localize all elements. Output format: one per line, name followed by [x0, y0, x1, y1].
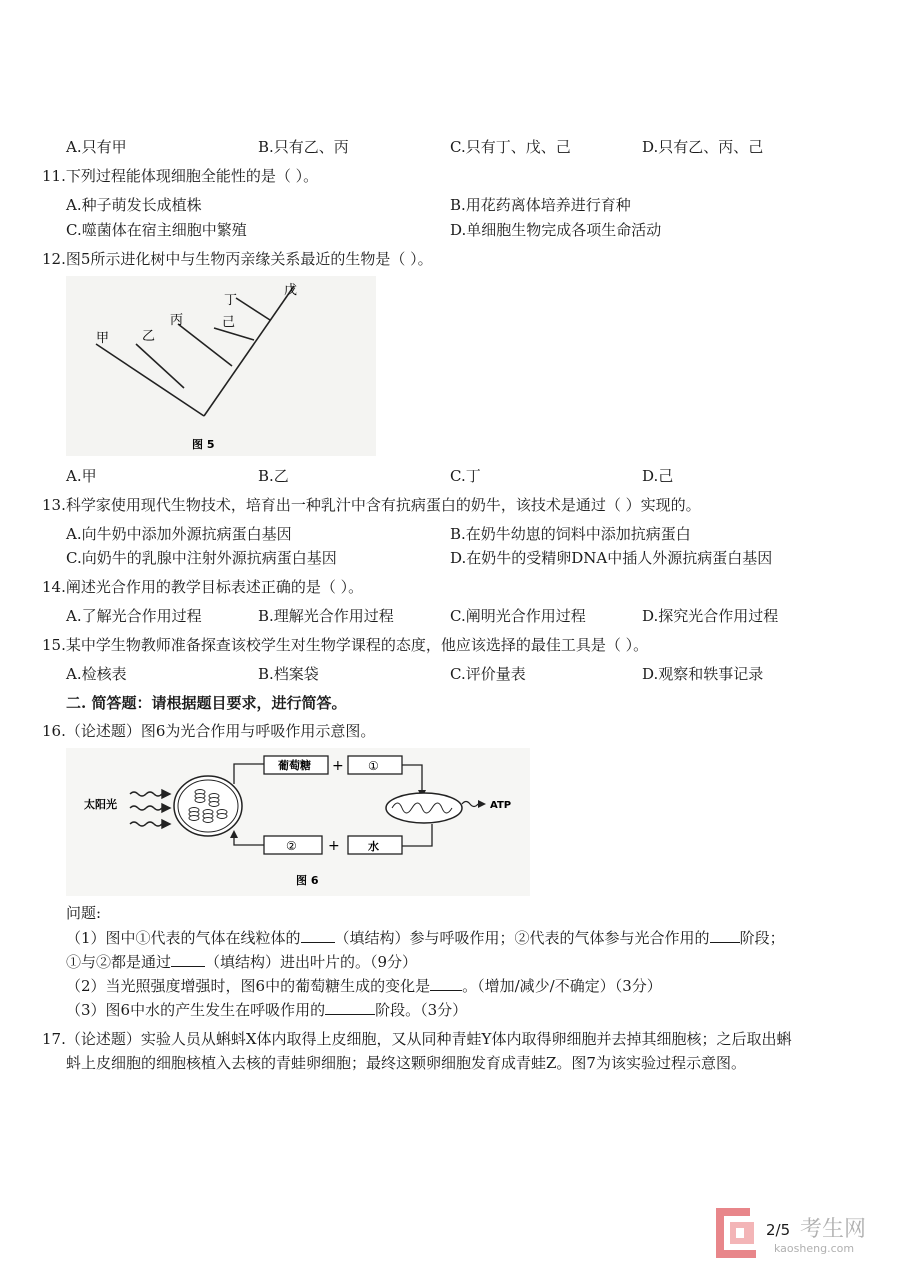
q16-stem: 16.（论述题）图6为光合作用与呼吸作用示意图。	[42, 722, 376, 740]
box-1-label: ①	[368, 759, 379, 773]
q10-option-d: D.只有乙、丙、己	[642, 138, 764, 156]
q14-stem: 14.阐述光合作用的教学目标表述正确的是（ ）。	[42, 578, 364, 596]
q16-p3-blank	[325, 1000, 375, 1015]
q15-option-c: C.评价量表	[450, 665, 526, 683]
figure-6-photosynthesis-respiration	[66, 748, 530, 896]
q17-line-1: 17.（论述题）实验人员从蝌蚪X体内取得上皮细胞，又从同种青蛙Y体内取得卵细胞并去掉其细胞核；之后取出蝌	[42, 1030, 792, 1048]
sunlight-label: 太阳光	[84, 798, 117, 811]
q15-option-a: A.检核表	[66, 665, 127, 683]
tree-label-ji: 己	[222, 315, 236, 330]
q16-p3-text-b: 阶段。（3分）	[375, 1001, 468, 1019]
figure-5-evolution-tree	[66, 276, 376, 456]
q14-option-b: B.理解光合作用过程	[258, 607, 394, 625]
q11-stem: 11.下列过程能体现细胞全能性的是（ ）。	[42, 167, 319, 185]
q13-option-d: D.在奶牛的受精卵DNA中插人外源抗病蛋白基因	[450, 549, 773, 567]
q16-p1-text-c: 阶段；	[739, 929, 785, 947]
q16-p1-blank-1	[301, 928, 335, 943]
q16-p1-text-b: （填结构）参与呼吸作用；②代表的气体参与光合作用的	[334, 929, 710, 947]
q14-option-c: C.阐明光合作用过程	[450, 607, 586, 625]
q11-option-b: B.用花药离体培养进行育种	[450, 196, 631, 214]
kaosheng-logo-icon	[716, 1208, 760, 1258]
box-2-label: ②	[286, 839, 297, 853]
atp-label: ATP	[490, 800, 512, 811]
section-2-heading: 二. 简答题：请根据题目要求，进行简答。	[66, 694, 347, 712]
tree-label-ding: 丁	[224, 293, 238, 308]
q15-stem: 15.某中学生物教师准备探查该校学生对生物学课程的态度，他应该选择的最佳工具是（ ）。	[42, 636, 649, 654]
q16-part-1-line-2	[66, 952, 417, 972]
q12-stem: 12.图5所示进化树中与生物丙亲缘关系最近的生物是（ ）。	[42, 250, 433, 268]
q10-option-c: C.只有丁、戊、己	[450, 138, 571, 156]
logo-text: 考生网	[800, 1217, 867, 1242]
q14-option-a: A.了解光合作用过程	[66, 607, 202, 625]
q16-p2-blank	[430, 976, 462, 991]
q10-option-a: A.只有甲	[66, 138, 127, 156]
q15-option-d: D.观察和轶事记录	[642, 665, 764, 683]
q15-option-b: B.档案袋	[258, 665, 319, 683]
q13-option-c: C.向奶牛的乳腺中注射外源抗病蛋白基因	[66, 549, 337, 567]
plus-top: +	[332, 758, 344, 774]
q16-p1-blank-3	[171, 952, 205, 967]
q17-line-2: 蚪上皮细胞的细胞核植入去核的青蛙卵细胞；最终这颗卵细胞发育成青蛙Z。图7为该实验过程示意图。	[66, 1054, 746, 1072]
tree-label-bing: 丙	[170, 313, 184, 328]
q14-option-d: D.探究光合作用过程	[642, 607, 779, 625]
q11-option-d: D.单细胞生物完成各项生命活动	[450, 221, 662, 239]
chloroplast-icon	[174, 776, 242, 836]
plus-bottom: +	[328, 838, 340, 854]
q16-p1-text-e: （填结构）进出叶片的。（9分）	[205, 953, 418, 971]
mitochondrion-icon	[386, 793, 462, 823]
q16-p1-blank-2	[710, 928, 740, 943]
q16-p3-text-a: （3）图6中水的产生发生在呼吸作用的	[66, 1001, 326, 1019]
q12-option-a: A.甲	[66, 467, 97, 485]
q16-question-label: 问题:	[66, 904, 102, 922]
q12-option-c: C.丁	[450, 467, 481, 485]
q13-stem: 13.科学家使用现代生物技术，培育出一种乳汁中含有抗病蛋白的奶牛，该技术是通过（ ）实现的。	[42, 496, 701, 514]
q16-part-1-line-1	[66, 928, 785, 948]
q13-option-b: B.在奶牛幼崽的饲料中添加抗病蛋白	[450, 525, 691, 543]
q16-p1-text-a: （1）图中①代表的气体在线粒体的	[66, 929, 301, 947]
q12-option-b: B.乙	[258, 467, 289, 485]
tree-label-jia: 甲	[96, 331, 110, 346]
q13-option-a: A.向牛奶中添加外源抗病蛋白基因	[66, 525, 292, 543]
figure-6-caption: 图 6	[296, 874, 319, 887]
q16-part-2	[66, 976, 662, 996]
q11-option-a: A.种子萌发长成植株	[66, 196, 202, 214]
logo-url: kaosheng.com	[774, 1242, 855, 1255]
tree-label-wu: 戊	[284, 283, 298, 298]
kaosheng-logo	[716, 1208, 760, 1262]
q16-p1-text-d: ①与②都是通过	[66, 953, 172, 971]
q16-part-3	[66, 1000, 467, 1020]
glucose-label: 葡萄糖	[278, 759, 311, 772]
q16-p2-text-b: 。（增加/减少/不确定）（3分）	[462, 977, 662, 995]
figure-5-caption: 图 5	[192, 438, 215, 451]
page-number: 2/5	[766, 1221, 791, 1239]
tree-label-yi: 乙	[142, 329, 156, 344]
q11-option-c: C.噬菌体在宿主细胞中繁殖	[66, 221, 247, 239]
q10-option-b: B.只有乙、丙	[258, 138, 349, 156]
q16-p2-text-a: （2）当光照强度增强时，图6中的葡萄糖生成的变化是	[66, 977, 431, 995]
q12-option-d: D.己	[642, 467, 674, 485]
water-label: 水	[368, 840, 379, 853]
